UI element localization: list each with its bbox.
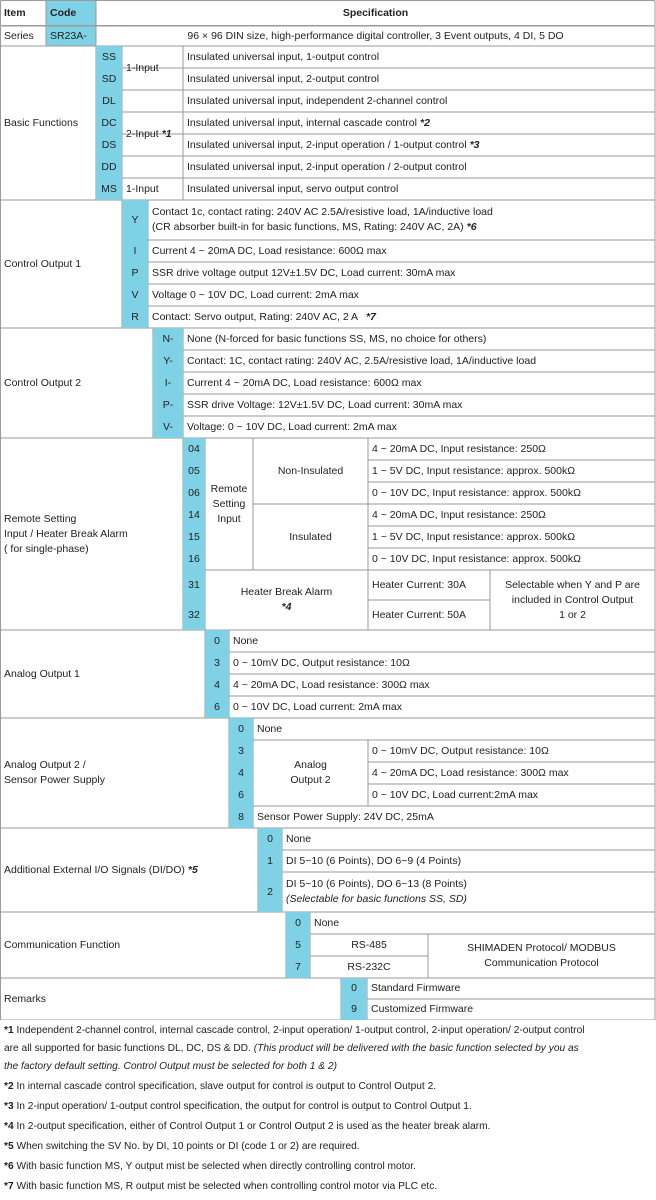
spec-cell: 1 ~ 5V DC, Input resistance: approx. 500kΩ bbox=[372, 464, 576, 477]
spec-cell: Current 4 ~ 20mA DC, Load resistance: 600Ω max bbox=[187, 376, 422, 389]
hba-selectable-note bbox=[490, 570, 655, 630]
analog-output-2-label bbox=[0, 718, 229, 828]
spec-cell: Customized Firmware bbox=[371, 1003, 474, 1015]
spec-cell bbox=[183, 90, 655, 112]
spec-cell: None bbox=[286, 832, 312, 845]
spec-cell: None (N-forced for basic functions SS, MS, no choice for others) bbox=[187, 332, 487, 345]
code-cell: P- bbox=[153, 394, 183, 416]
remote-setting-label bbox=[0, 438, 183, 630]
cell-text: Insulated universal input, independent 2-channel control bbox=[187, 94, 448, 107]
cell-text: Insulated universal input, 2-input operation / 2-output control bbox=[187, 160, 467, 173]
code-cell: 0 bbox=[205, 630, 229, 652]
code-cell: 1 bbox=[258, 850, 282, 872]
cell-text: Contact 1c, contact rating: 240V AC 2.5A/resistive load, 1A/inductive load bbox=[152, 206, 493, 218]
spec-cell: 4 ~ 20mA DC, Load resistance: 300Ω max bbox=[372, 766, 569, 779]
cell-text: Communication Protocol bbox=[484, 957, 599, 969]
spec-cell: 0 ~ 10V DC, Load current:2mA max bbox=[372, 788, 539, 801]
code-cell: 8 bbox=[229, 806, 253, 828]
code-cell: DD bbox=[96, 156, 122, 178]
code-cell: P bbox=[122, 262, 148, 284]
cell-text: Remote Setting bbox=[4, 512, 77, 525]
spec-cell: 0 ~ 10mV DC, Output resistance: 10Ω bbox=[372, 744, 549, 757]
spec-cell: None bbox=[257, 722, 283, 735]
cell-text: SHIMADEN Protocol/ MODBUS bbox=[467, 942, 616, 954]
cell-text: Heater Break Alarm bbox=[240, 586, 333, 598]
spec-cell: Voltage: 0 ~ 10V DC, Load current: 2mA max bbox=[187, 420, 397, 433]
spec-cell bbox=[183, 68, 655, 90]
spec-cell bbox=[183, 156, 655, 178]
header-item: Item bbox=[4, 6, 26, 19]
footnote-line bbox=[4, 1042, 579, 1056]
footnote-text: In 2-input operation/ 1-output control specification, the output for control is output to Control Output 1. bbox=[13, 1101, 472, 1112]
note-ref: *7 bbox=[366, 310, 376, 323]
footnote-text: are all supported for basic functions DL, DC, DS & DD. bbox=[4, 1043, 251, 1054]
note-ref: *1 bbox=[161, 127, 172, 140]
code-cell: 16 bbox=[183, 548, 205, 570]
cell-text: Insulated universal input, internal cascade control bbox=[187, 116, 417, 129]
code-cell: 0 bbox=[286, 912, 310, 934]
header-spec: Specification bbox=[342, 6, 409, 19]
basic-functions-label: Basic Functions bbox=[4, 116, 79, 129]
external-io-label bbox=[0, 828, 258, 912]
spec-cell: Heater Current: 30A bbox=[372, 578, 466, 591]
code-cell: 3 bbox=[205, 652, 229, 674]
spec-cell: 4 ~ 20mA DC, Load resistance: 300Ω max bbox=[233, 678, 430, 691]
code-cell: I bbox=[122, 240, 148, 262]
analog-output-2-sublabel bbox=[253, 740, 368, 806]
spec-cell bbox=[183, 112, 655, 134]
footnote-text: Independent 2-channel control, internal cascade control, 2-input operation/ 1-output control, 2-input operation/ 2-output control bbox=[13, 1025, 585, 1036]
group-1-input-ms: 1-Input bbox=[126, 182, 159, 195]
code-cell: 2 bbox=[258, 872, 282, 912]
footnote-text: With basic function MS, R output mist be selected when controlling control motor via PLC etc. bbox=[13, 1181, 438, 1192]
spec-cell: SSR drive Voltage: 12V±1.5V DC, Load current: 30mA max bbox=[187, 398, 463, 411]
note-ref: *5 bbox=[187, 863, 198, 876]
remote-setting-input-label bbox=[205, 438, 253, 570]
spec-cell: 0 ~ 10V DC, Input resistance: approx. 500kΩ bbox=[372, 552, 581, 565]
spec-cell: RS-485 bbox=[351, 938, 387, 951]
spec-cell bbox=[183, 134, 655, 156]
code-cell: 9 bbox=[341, 999, 367, 1020]
cell-text: Insulated universal input, 2-output control bbox=[187, 72, 380, 85]
cell-text: Input bbox=[217, 512, 241, 525]
spec-cell bbox=[148, 262, 655, 284]
remarks-label: Remarks bbox=[4, 992, 47, 1005]
spec-cell: 1 ~ 5V DC, Input resistance: approx. 500kΩ bbox=[372, 530, 576, 543]
code-cell: SD bbox=[96, 68, 122, 90]
code-cell: Y bbox=[122, 200, 148, 240]
heater-break-alarm-label bbox=[205, 570, 368, 630]
note-ref: *4 bbox=[281, 601, 292, 613]
cell-text: 1 or 2 bbox=[559, 608, 586, 621]
cell-text: included in Control Output bbox=[511, 593, 634, 606]
footnote-italic: the factory default setting. Control Output must be selected for both 1 & 2) bbox=[4, 1061, 337, 1072]
code-cell: V- bbox=[153, 416, 183, 438]
code-cell: 0 bbox=[258, 828, 282, 850]
note-ref: *6 bbox=[466, 221, 477, 233]
code-cell: 31 bbox=[183, 570, 205, 600]
communication-label: Communication Function bbox=[4, 938, 121, 951]
footnote-text: In 2-output specification, either of Control Output 1 or Control Output 2 is used as the heater break alarm. bbox=[13, 1121, 491, 1132]
analog-output-1-label: Analog Output 1 bbox=[4, 667, 80, 680]
protocol-cell bbox=[428, 934, 655, 978]
code-cell: 6 bbox=[205, 696, 229, 718]
spec-cell: 4 ~ 20mA DC, Input resistance: 250Ω bbox=[372, 508, 546, 521]
spec-cell: None bbox=[314, 916, 340, 929]
code-cell: 5 bbox=[286, 934, 310, 956]
spec-cell: 4 ~ 20mA DC, Input resistance: 250Ω bbox=[372, 442, 546, 455]
code-cell: 0 bbox=[229, 718, 253, 740]
cell-text: (CR absorber built-in for basic functions, MS, Rating: 240V AC, 2A) bbox=[152, 221, 464, 233]
code-cell: 15 bbox=[183, 526, 205, 548]
spec-cell: 0 ~ 10V DC, Input resistance: approx. 500kΩ bbox=[372, 486, 581, 499]
code-cell: DS bbox=[96, 134, 122, 156]
footnote-line bbox=[4, 1180, 437, 1194]
cell-text: Voltage 0 ~ 10V DC, Load current: 2mA max bbox=[152, 288, 359, 301]
cell-text: 2-Input bbox=[126, 127, 159, 140]
code-cell: 6 bbox=[229, 784, 253, 806]
code-cell: 14 bbox=[183, 504, 205, 526]
series-label: Series bbox=[4, 29, 34, 42]
header-code: Code bbox=[50, 6, 77, 19]
control-output-1-label: Control Output 1 bbox=[4, 257, 82, 270]
code-cell: I- bbox=[153, 372, 183, 394]
spec-cell bbox=[148, 200, 655, 240]
series-spec: 96 × 96 DIN size, high-performance digital controller, 3 Event outputs, 4 DI, 5 DO bbox=[187, 29, 564, 42]
code-cell: 4 bbox=[205, 674, 229, 696]
footnote-mark: *6 bbox=[4, 1161, 14, 1172]
cell-text: Setting bbox=[212, 497, 246, 510]
code-cell: DL bbox=[96, 90, 122, 112]
code-cell: R bbox=[122, 306, 148, 328]
footnote-mark: *1 bbox=[4, 1025, 14, 1036]
cell-text: Remote bbox=[210, 482, 248, 495]
footnote-line bbox=[4, 1100, 472, 1114]
spec-cell bbox=[183, 178, 655, 200]
cell-text: Insulated universal input, 2-input operation / 1-output control bbox=[187, 138, 467, 151]
code-cell: 05 bbox=[183, 460, 205, 482]
footnote-text: With basic function MS, Y output mist be selected when directly controlling control motor. bbox=[13, 1161, 416, 1172]
cell-text: Current 4 ~ 20mA DC, Load resistance: 600Ω max bbox=[152, 244, 387, 257]
cell-text: Contact: Servo output, Rating: 240V AC, 2 A bbox=[152, 310, 359, 323]
spec-cell bbox=[183, 46, 655, 68]
cell-text: Analog bbox=[294, 759, 327, 771]
code-cell: 3 bbox=[229, 740, 253, 762]
footnote-line bbox=[4, 1120, 490, 1134]
code-cell: MS bbox=[96, 178, 122, 200]
footnote-line bbox=[4, 1160, 416, 1174]
spec-cell: 0 ~ 10V DC, Load current: 2mA max bbox=[233, 700, 402, 713]
footnote-line bbox=[4, 1060, 337, 1074]
spec-cell: RS-232C bbox=[347, 960, 391, 973]
cell-text: Input / Heater Break Alarm bbox=[4, 527, 128, 540]
note-ref: *3 bbox=[469, 138, 480, 151]
code-cell: 0 bbox=[341, 978, 367, 999]
spec-cell: Heater Current: 50A bbox=[372, 608, 466, 621]
cell-text: Insulated universal input, servo output control bbox=[187, 182, 399, 195]
note-ref: *2 bbox=[419, 116, 430, 129]
spec-cell: Sensor Power Supply: 24V DC, 25mA bbox=[257, 810, 434, 823]
code-cell: DC bbox=[96, 112, 122, 134]
spec-cell: None bbox=[233, 634, 259, 647]
insulated-label: Insulated bbox=[289, 530, 332, 543]
footnote-mark: *3 bbox=[4, 1101, 14, 1112]
cell-text: Analog Output 2 / bbox=[4, 759, 86, 771]
spec-cell: 0 ~ 10mV DC, Output resistance: 10Ω bbox=[233, 656, 410, 669]
spec-cell: Standard Firmware bbox=[371, 982, 461, 994]
spec-cell bbox=[148, 240, 655, 262]
group-1-input: 1-Input bbox=[126, 61, 159, 74]
code-cell: 32 bbox=[183, 600, 205, 630]
footnote-line bbox=[4, 1140, 360, 1154]
footnote-text: When switching the SV No. by DI, 10 points or DI (code 1 or 2) are required. bbox=[13, 1141, 360, 1152]
spec-cell: Contact: 1C, contact rating: 240V AC, 2.5A/resistive load, 1A/inductive load bbox=[187, 354, 537, 367]
footnote-text: In internal cascade control specification, slave output for control is output to Control Output 2. bbox=[13, 1081, 437, 1092]
spec-cell bbox=[148, 306, 655, 328]
cell-text: Insulated universal input, 1-output control bbox=[187, 50, 380, 63]
cell-text: Output 2 bbox=[290, 774, 331, 786]
footnote-mark: *7 bbox=[4, 1181, 14, 1192]
spec-cell: DI 5~10 (6 Points), DO 6~9 (4 Points) bbox=[286, 854, 462, 867]
series-code: SR23A- bbox=[50, 29, 87, 42]
non-insulated-label: Non-Insulated bbox=[277, 464, 344, 477]
cell-text: (Selectable for basic functions SS, SD) bbox=[286, 893, 467, 905]
spec-cell bbox=[148, 284, 655, 306]
cell-text: Selectable when Y and P are bbox=[505, 578, 640, 591]
footnote-mark: *2 bbox=[4, 1081, 14, 1092]
code-cell: 04 bbox=[183, 438, 205, 460]
code-cell: 06 bbox=[183, 482, 205, 504]
footnote-mark: *5 bbox=[4, 1141, 14, 1152]
group-2-input bbox=[122, 90, 183, 178]
cell-text: ( for single-phase) bbox=[4, 542, 89, 555]
code-cell: 4 bbox=[229, 762, 253, 784]
footnote-line bbox=[4, 1080, 436, 1094]
cell-text: Additional External I/O Signals (DI/DO) bbox=[4, 863, 185, 876]
cell-text: SSR drive voltage output 12V±1.5V DC, Load current: 30mA max bbox=[152, 266, 456, 279]
code-cell: Y- bbox=[153, 350, 183, 372]
footnote-mark: *4 bbox=[4, 1121, 14, 1132]
code-cell: 7 bbox=[286, 956, 310, 978]
spec-cell bbox=[282, 872, 655, 912]
code-cell: SS bbox=[96, 46, 122, 68]
code-cell: V bbox=[122, 284, 148, 306]
cell-text: DI 5~10 (6 Points), DO 6~13 (8 Points) bbox=[286, 878, 467, 890]
footnote-italic: (This product will be delivered with the basic function selected by you as bbox=[250, 1043, 579, 1054]
cell-text: Sensor Power Supply bbox=[4, 774, 105, 786]
footnote-line bbox=[4, 1024, 585, 1038]
control-output-2-label: Control Output 2 bbox=[4, 376, 82, 389]
code-cell: N- bbox=[153, 328, 183, 350]
